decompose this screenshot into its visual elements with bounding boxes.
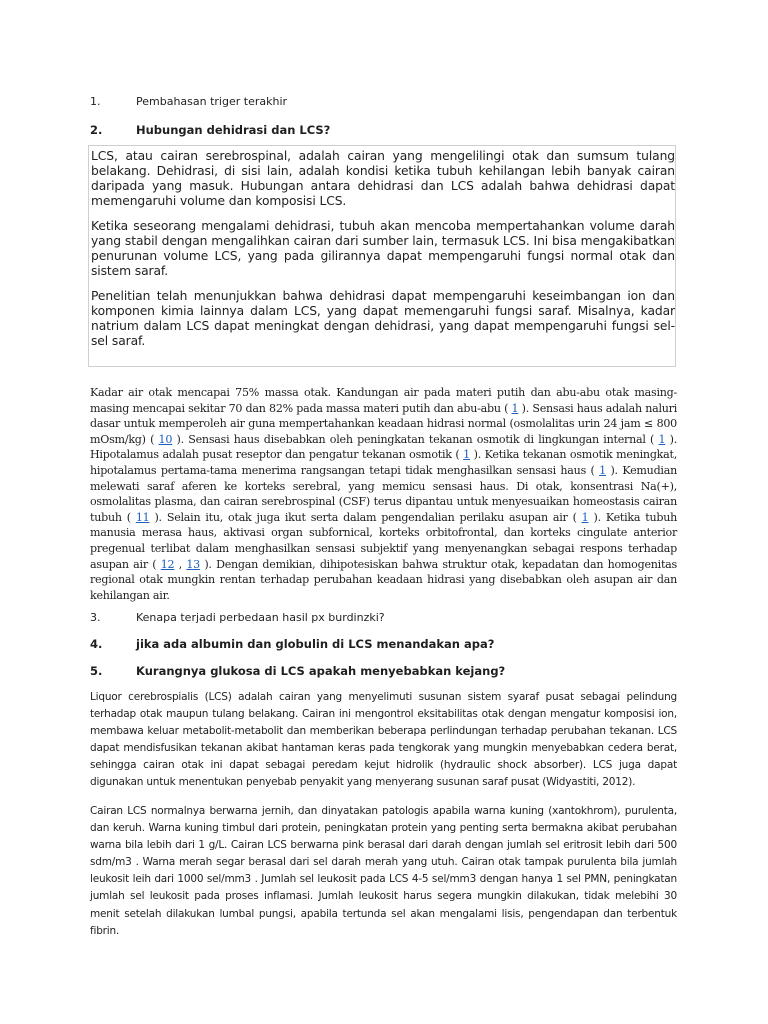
- question-number: 1.: [90, 95, 101, 108]
- body-paragraph: Liquor cerebrospialis (LCS) adalah cairan yang menyelimuti susunan sistem syaraf pusat sebagai pelindung terhadap otak maupun tulang belakang. Cairan ini mengontrol eksitabilitas otak dengan mengatur komposisi ion, membawa keluar metabolit-metabolit dan memberikan beberapa perlindungan terhadap perubahan tekanan. LCS dapat mendisfusikan tekanan akibat hantaman keras pada tengkorak yang mungkin menyebabkan cedera berat, sehingga cairan otak ini dapat sebagai peredam kejut hidrolik (hydraulic shock absorber). LCS juga dapat digunakan untuk menentukan penyebab penyakit yang menyerang susunan saraf pusat (Widyastiti, 2012).: [90, 691, 677, 789]
- article-text: ). Ketika tubuh manusia merasa haus, aktivasi organ subfornical, korteks orbitofrontal, dan korteks cingulate anterior pregenual terlibat dalam menghasilkan sensasi subjektif yang menyenangkan sebagai respons terhadap asupan air (: [90, 510, 678, 571]
- citation-link[interactable]: 13: [186, 557, 200, 571]
- article-text: ). Sensasi haus adalah naluri dasar untuk memperoleh air guna mempertahankan keadaan hidrasi normal (osmolalitas urin 24 jam ≤ 800 mOsm/kg) (: [90, 401, 677, 446]
- answer-paragraph: Ketika seseorang mengalami dehidrasi, tubuh akan mencoba mempertahankan volume darah yang stabil dengan mengalihkan cairan dari sumber lain, termasuk LCS. Ini bisa mengakibatkan penurunan volume LCS, yang pada gilirannya dapat mempengaruhi fungsi normal otak dan sistem saraf.: [91, 219, 675, 278]
- article-text: Kadar air otak mencapai 75% massa otak. Kandungan air pada materi putih dan abu-abu otak masing-masing mencapai sekitar 70 dan 82% pada massa materi putih dan abu-abu (: [90, 386, 677, 415]
- article-text: ). Selain itu, otak juga ikut serta dalam pengendalian perilaku asupan air (: [149, 510, 582, 524]
- question-text: Kenapa terjadi perbedaan hasil px burdinzki?: [136, 611, 385, 624]
- question-number: 4.: [90, 637, 103, 651]
- article-text: ). Dengan demikian, dihipotesiskan bahwa struktur otak, kepadatan dan homogenitas regional otak mungkin rentan terhadap perubahan keadaan hidrasi yang disebabkan oleh asupan air dan kehilangan air.: [90, 557, 677, 602]
- question-text: Kurangnya glukosa di LCS apakah menyebabkan kejang?: [136, 664, 506, 678]
- answer-box: [88, 145, 676, 367]
- question-number: 3.: [90, 611, 101, 624]
- answer-paragraph: LCS, atau cairan serebrospinal, adalah cairan yang mengelilingi otak dan sumsum tulang belakang. Dehidrasi, di sisi lain, adalah kondisi ketika tubuh kehilangan lebih banyak cairan daripada yang masuk. Hubungan antara dehidrasi dan LCS adalah bahwa dehidrasi dapat memengaruhi volume dan komposisi LCS.: [91, 149, 675, 208]
- citation-link[interactable]: 1: [599, 463, 606, 477]
- citation-link[interactable]: 10: [158, 432, 173, 446]
- citation-link[interactable]: 1: [463, 448, 470, 462]
- answer-paragraph: Penelitian telah menunjukkan bahwa dehidrasi dapat mempengaruhi keseimbangan ion dan komponen kimia lainnya dalam LCS, yang dapat memengaruhi fungsi saraf. Misalnya, kadar natrium dalam LCS dapat meningkat dengan dehidrasi, yang dapat mempengaruhi fungsi sel-sel saraf.: [91, 289, 675, 348]
- article-paragraph: [90, 385, 677, 603]
- citation-link[interactable]: 1: [658, 432, 666, 446]
- question-text: Hubungan dehidrasi dan LCS?: [136, 123, 331, 137]
- article-text: ). Ketika tekanan osmotik meningkat, hipotalamus pertama-tama menerima rangsangan tetapi tidak menghasilkan sensasi haus (: [90, 448, 677, 477]
- question-text: jika ada albumin dan globulin di LCS menandakan apa?: [136, 637, 495, 651]
- citation-link[interactable]: 12: [160, 557, 175, 571]
- question-text: Pembahasan triger terakhir: [136, 95, 288, 108]
- article-text: ). Kemudian melewati saraf aferen ke korteks serebral, yang memicu sensasi haus. Di otak, konsentrasi Na(+), osmolalitas plasma, dan cairan serebrospinal (CSF) terus dipantau untuk menyesuaikan homeostasis cairan tubuh (: [90, 463, 677, 524]
- article-text: ,: [174, 557, 187, 571]
- question-number: 5.: [90, 664, 103, 678]
- citation-link[interactable]: 1: [511, 401, 519, 415]
- body-paragraph: Cairan LCS normalnya berwarna jernih, dan dinyatakan patologis apabila warna kuning (xantokhrom), purulenta, dan keruh. Warna kuning timbul dari protein, peningkatan protein yang penting serta bermakna akibat perubahan warna bila lebih dari 1 g/L. Cairan LCS berwarna pink berasal dari darah dengan jumlah sel eritrosit lebih dari 500 sdm/m3 . Warna merah segar berasal dari sel darah merah yang utuh. Cairan otak tampak purulenta bila jumlah leukosit leih dari 1000 sel/mm3 . Jumlah sel leukosit pada LCS 4-5 sel/mm3 dengan hanya 1 sel PMN, peningkatan jumlah sel leukosit pada proses inflamasi. Jumlah leukosit harus segera mungkin dilakukan, tidak melebihi 30 menit setelah dilakukan lumbal pungsi, apabila tertunda sel akan mengalami lisis, pengendapan dan terbentuk fibrin.: [90, 805, 677, 937]
- article-text: ). Sensasi haus disebabkan oleh peningkatan tekanan osmotik di lingkungan internal (: [172, 432, 659, 446]
- article-text: ). Hipotalamus adalah pusat reseptor dan pengatur tekanan osmotik (: [90, 432, 677, 462]
- question-number: 2.: [90, 123, 103, 137]
- citation-link[interactable]: 11: [135, 510, 150, 524]
- citation-link[interactable]: 1: [581, 510, 589, 524]
